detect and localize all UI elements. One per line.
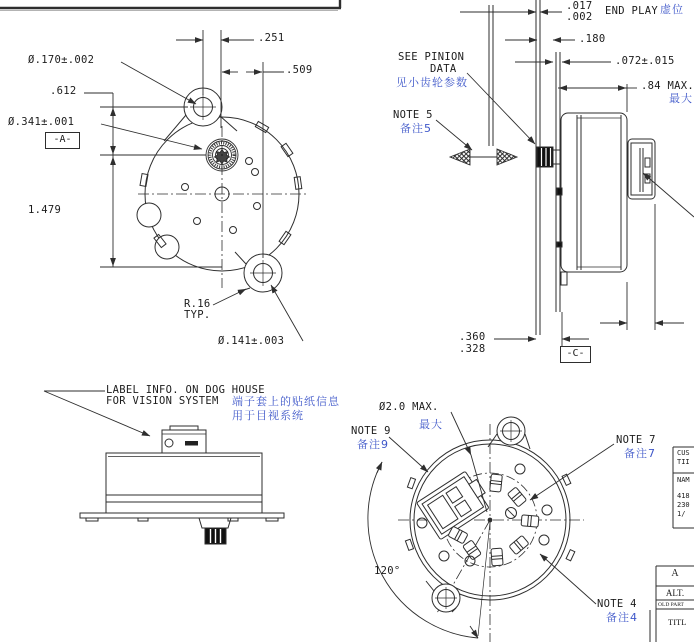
alt-label: ALT. bbox=[665, 588, 685, 598]
dim-180: .180 bbox=[579, 33, 606, 45]
radius-note-1: R.16 bbox=[184, 298, 211, 310]
see-pinion-2: DATA bbox=[430, 63, 457, 75]
angle-120: 120° bbox=[374, 565, 401, 577]
end-play-cjk: 虚位 bbox=[660, 3, 684, 16]
dim-84-cjk: 最大 bbox=[669, 92, 693, 105]
pinion-shaft bbox=[537, 147, 560, 167]
dim-251: .251 bbox=[258, 32, 285, 44]
label-info-cjk-1: 端子套上的贴纸信息 bbox=[232, 395, 340, 408]
title-partial-label: TITL bbox=[668, 617, 687, 627]
note-5-cjk: 备注5 bbox=[400, 122, 432, 135]
dim-2-0-max-cjk: 最大 bbox=[419, 418, 443, 431]
datum-c-box: -C- bbox=[560, 346, 591, 363]
datum-a-box: -A- bbox=[45, 132, 80, 149]
back-view-dimensions bbox=[368, 412, 614, 638]
top-border-box bbox=[0, 0, 341, 11]
dim-612: .612 bbox=[50, 85, 77, 97]
old-part-label: OLD PART bbox=[658, 602, 684, 608]
note-4: NOTE 4 bbox=[597, 598, 637, 610]
bottom-pinion bbox=[199, 518, 231, 544]
motor-body-side bbox=[557, 113, 627, 285]
dim-shaft-dia: Ø.341±.001 bbox=[8, 116, 75, 128]
titleblock-row1: CUS bbox=[677, 449, 690, 457]
dim-2-0-max: Ø2.0 MAX. bbox=[379, 401, 439, 413]
end-play-label: END PLAY bbox=[605, 5, 658, 17]
label-info-1: LABEL INFO. ON DOG HOUSE bbox=[106, 384, 265, 396]
dim-328: .328 bbox=[459, 343, 486, 355]
dim-hole-dia: Ø.170±.002 bbox=[28, 54, 95, 66]
dim-360: .360 bbox=[459, 331, 486, 343]
revision-letter: A bbox=[671, 568, 679, 579]
side-view-drawing bbox=[436, 0, 694, 346]
end-play-lower: .002 bbox=[566, 11, 593, 23]
titleblock-row5: 230 bbox=[677, 501, 690, 509]
note-9-cjk: 备注9 bbox=[357, 438, 389, 451]
see-pinion-cjk: 见小齿轮参数 bbox=[396, 76, 468, 89]
back-bottom-ear bbox=[426, 581, 460, 612]
note-7: NOTE 7 bbox=[616, 434, 656, 446]
back-view-drawing bbox=[368, 412, 614, 642]
note-4-cjk: 备注4 bbox=[606, 611, 638, 624]
dim-84: .84 MAX. bbox=[641, 80, 694, 92]
front-view-drawing bbox=[84, 30, 306, 341]
note-7-cjk: 备注7 bbox=[624, 447, 656, 460]
mounting-plate bbox=[80, 513, 284, 521]
dog-house bbox=[162, 426, 206, 453]
terminal-connector-side bbox=[628, 139, 655, 199]
see-pinion-1: SEE PINION bbox=[398, 51, 465, 63]
axial-play-arrow-symbol bbox=[450, 149, 517, 165]
note-9: NOTE 9 bbox=[351, 425, 391, 437]
label-info-cjk-2: 用于目视系统 bbox=[232, 409, 304, 422]
dim-ear-hole: Ø.141±.003 bbox=[218, 335, 285, 347]
titleblock-row4: 418 bbox=[677, 492, 690, 500]
radius-note-2: TYP. bbox=[184, 309, 211, 321]
end-play-upper: .017 bbox=[566, 0, 593, 12]
titleblock-row2: TII bbox=[677, 458, 690, 466]
titleblock-row6: 1/ bbox=[677, 510, 686, 518]
dim-1479: 1.479 bbox=[28, 204, 62, 216]
label-info-2: FOR VISION SYSTEM bbox=[106, 395, 219, 407]
note-5: NOTE 5 bbox=[393, 109, 433, 121]
titleblock-row3: NAM bbox=[677, 476, 690, 484]
dim-509: .509 bbox=[286, 64, 313, 76]
motor-body-bottom bbox=[106, 453, 262, 513]
dim-072: .072±.015 bbox=[615, 55, 675, 67]
